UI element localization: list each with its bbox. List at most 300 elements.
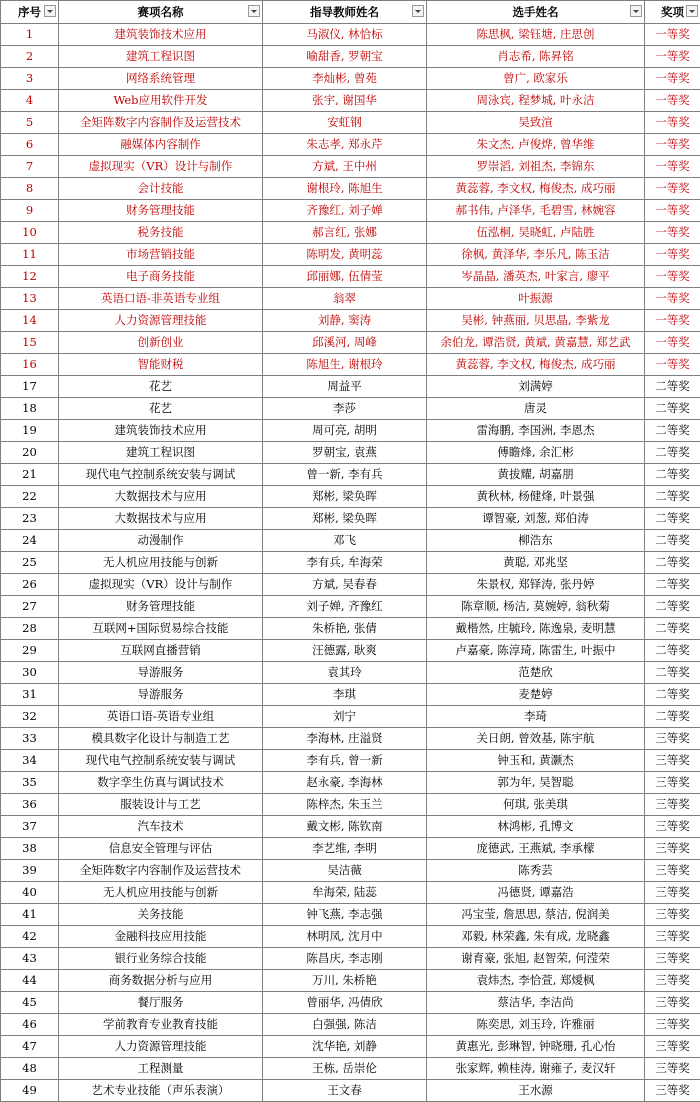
cell-event: 创新创业 bbox=[59, 332, 263, 354]
cell-teacher: 白强强, 陈洁 bbox=[263, 1014, 427, 1036]
table-row bbox=[1, 398, 700, 420]
cell-award: 一等奖 bbox=[645, 288, 700, 310]
table-row bbox=[1, 46, 700, 68]
cell-teacher: 李有兵, 曾一新 bbox=[263, 750, 427, 772]
cell-teacher: 马淑仪, 林恰标 bbox=[263, 24, 427, 46]
cell-award: 二等奖 bbox=[645, 420, 700, 442]
cell-event: 数字孪生仿真与调试技术 bbox=[59, 772, 263, 794]
cell-students: 黄秋林, 杨健烽, 叶景强 bbox=[427, 486, 645, 508]
cell-index: 16 bbox=[1, 354, 59, 376]
cell-teacher: 王栋, 岳崇伦 bbox=[263, 1058, 427, 1080]
cell-teacher: 邱溪河, 周峰 bbox=[263, 332, 427, 354]
cell-index: 18 bbox=[1, 398, 59, 420]
cell-students: 黄聪, 邓兆坚 bbox=[427, 552, 645, 574]
cell-index: 43 bbox=[1, 948, 59, 970]
header-event-label: 赛项名称 bbox=[138, 2, 184, 23]
cell-students: 张家辉, 赖桂涛, 谢雍子, 麦汉轩 bbox=[427, 1058, 645, 1080]
cell-event: 商务数据分析与应用 bbox=[59, 970, 263, 992]
cell-award: 一等奖 bbox=[645, 266, 700, 288]
cell-award: 三等奖 bbox=[645, 904, 700, 926]
cell-index: 22 bbox=[1, 486, 59, 508]
cell-students: 雷海鹏, 李国洲, 李恩杰 bbox=[427, 420, 645, 442]
cell-index: 42 bbox=[1, 926, 59, 948]
cell-students: 陈章顺, 杨洁, 莫婉婷, 翁秋菊 bbox=[427, 596, 645, 618]
cell-award: 二等奖 bbox=[645, 376, 700, 398]
table-row bbox=[1, 882, 700, 904]
table-row bbox=[1, 200, 700, 222]
cell-index: 26 bbox=[1, 574, 59, 596]
cell-award: 一等奖 bbox=[645, 200, 700, 222]
cell-students: 余伯龙, 谭浩贤, 黄斌, 黄嘉慧, 郑艺武 bbox=[427, 332, 645, 354]
cell-award: 三等奖 bbox=[645, 992, 700, 1014]
table-row bbox=[1, 310, 700, 332]
cell-teacher: 曾丽华, 冯倩欣 bbox=[263, 992, 427, 1014]
cell-index: 10 bbox=[1, 222, 59, 244]
table-row bbox=[1, 244, 700, 266]
cell-students: 郭为年, 吴智聪 bbox=[427, 772, 645, 794]
cell-event: 模具数字化设计与制造工艺 bbox=[59, 728, 263, 750]
cell-students: 麦楚婷 bbox=[427, 684, 645, 706]
cell-event: 建筑装饰技术应用 bbox=[59, 420, 263, 442]
cell-index: 39 bbox=[1, 860, 59, 882]
cell-event: 大数据技术与应用 bbox=[59, 486, 263, 508]
cell-award: 二等奖 bbox=[645, 596, 700, 618]
cell-teacher: 郑彬, 梁奂晖 bbox=[263, 486, 427, 508]
table-row bbox=[1, 618, 700, 640]
cell-students: 徐枫, 黄泽华, 李乐凡, 陈玉洁 bbox=[427, 244, 645, 266]
cell-teacher: 林明凤, 沈月中 bbox=[263, 926, 427, 948]
cell-event: 导游服务 bbox=[59, 684, 263, 706]
cell-award: 一等奖 bbox=[645, 134, 700, 156]
table-row bbox=[1, 794, 700, 816]
header-index bbox=[1, 1, 59, 24]
cell-event: 互联网+国际贸易综合技能 bbox=[59, 618, 263, 640]
header-award-label: 奖项 bbox=[661, 2, 684, 23]
cell-students: 何琪, 张美琪 bbox=[427, 794, 645, 816]
cell-students: 戴楷然, 庄毓玲, 陈逸泉, 麦明慧 bbox=[427, 618, 645, 640]
cell-teacher: 李艺维, 李明 bbox=[263, 838, 427, 860]
cell-award: 三等奖 bbox=[645, 794, 700, 816]
cell-students: 吴彬, 钟燕丽, 贝思晶, 李紫龙 bbox=[427, 310, 645, 332]
cell-index: 31 bbox=[1, 684, 59, 706]
cell-students: 罗崇滔, 刘祖杰, 李锦东 bbox=[427, 156, 645, 178]
cell-award: 三等奖 bbox=[645, 838, 700, 860]
filter-dropdown-icon[interactable] bbox=[44, 5, 56, 17]
cell-index: 17 bbox=[1, 376, 59, 398]
header-students-label: 选手姓名 bbox=[513, 2, 559, 23]
cell-index: 3 bbox=[1, 68, 59, 90]
table-row bbox=[1, 288, 700, 310]
cell-event: 税务技能 bbox=[59, 222, 263, 244]
cell-teacher: 郑彬, 梁奂晖 bbox=[263, 508, 427, 530]
cell-index: 25 bbox=[1, 552, 59, 574]
cell-award: 二等奖 bbox=[645, 398, 700, 420]
cell-index: 12 bbox=[1, 266, 59, 288]
cell-students: 周泳宾, 程梦城, 叶永洁 bbox=[427, 90, 645, 112]
cell-event: 网络系统管理 bbox=[59, 68, 263, 90]
cell-award: 三等奖 bbox=[645, 860, 700, 882]
filter-dropdown-icon[interactable] bbox=[686, 5, 698, 17]
table-row bbox=[1, 860, 700, 882]
cell-teacher: 谢根玲, 陈旭生 bbox=[263, 178, 427, 200]
table-row bbox=[1, 90, 700, 112]
cell-event: 建筑工程识图 bbox=[59, 46, 263, 68]
cell-index: 37 bbox=[1, 816, 59, 838]
cell-event: 全矩阵数字内容制作及运营技术 bbox=[59, 112, 263, 134]
table-row bbox=[1, 1058, 700, 1080]
cell-event: 银行业务综合技能 bbox=[59, 948, 263, 970]
cell-teacher: 方斌, 王中州 bbox=[263, 156, 427, 178]
cell-index: 2 bbox=[1, 46, 59, 68]
cell-students: 关日朗, 曾效基, 陈宇航 bbox=[427, 728, 645, 750]
cell-index: 13 bbox=[1, 288, 59, 310]
filter-dropdown-icon[interactable] bbox=[248, 5, 260, 17]
cell-students: 谢育豪, 张旭, 赵智荣, 何滢荣 bbox=[427, 948, 645, 970]
cell-index: 15 bbox=[1, 332, 59, 354]
cell-index: 32 bbox=[1, 706, 59, 728]
cell-index: 46 bbox=[1, 1014, 59, 1036]
cell-award: 一等奖 bbox=[645, 112, 700, 134]
cell-award: 一等奖 bbox=[645, 46, 700, 68]
cell-students: 郝书伟, 卢泽华, 毛碧雪, 林婉容 bbox=[427, 200, 645, 222]
cell-students: 曾广, 欧家乐 bbox=[427, 68, 645, 90]
table-row bbox=[1, 420, 700, 442]
cell-index: 35 bbox=[1, 772, 59, 794]
cell-event: 财务管理技能 bbox=[59, 200, 263, 222]
cell-event: 导游服务 bbox=[59, 662, 263, 684]
cell-index: 34 bbox=[1, 750, 59, 772]
cell-students: 钟玉和, 黄灏杰 bbox=[427, 750, 645, 772]
table-row bbox=[1, 178, 700, 200]
cell-index: 19 bbox=[1, 420, 59, 442]
cell-event: 服装设计与工艺 bbox=[59, 794, 263, 816]
cell-event: 无人机应用技能与创新 bbox=[59, 882, 263, 904]
cell-event: 动漫制作 bbox=[59, 530, 263, 552]
cell-students: 蔡洁华, 李洁尚 bbox=[427, 992, 645, 1014]
table-row bbox=[1, 442, 700, 464]
cell-event: 无人机应用技能与创新 bbox=[59, 552, 263, 574]
cell-award: 二等奖 bbox=[645, 618, 700, 640]
cell-teacher: 陈旭生, 谢根玲 bbox=[263, 354, 427, 376]
cell-students: 黄蕊蓉, 李文权, 梅俊杰, 成巧丽 bbox=[427, 354, 645, 376]
cell-index: 28 bbox=[1, 618, 59, 640]
cell-students: 朱文杰, 卢俊烨, 曾华维 bbox=[427, 134, 645, 156]
header-index-label: 序号 bbox=[18, 2, 41, 23]
cell-event: 虚拟现实（VR）设计与制作 bbox=[59, 156, 263, 178]
cell-teacher: 陈昌庆, 李志刚 bbox=[263, 948, 427, 970]
table-row bbox=[1, 1036, 700, 1058]
cell-teacher: 李琪 bbox=[263, 684, 427, 706]
cell-teacher: 罗朝宝, 袁燕 bbox=[263, 442, 427, 464]
cell-index: 36 bbox=[1, 794, 59, 816]
cell-teacher: 齐豫红, 刘子婵 bbox=[263, 200, 427, 222]
cell-event: 大数据技术与应用 bbox=[59, 508, 263, 530]
cell-index: 7 bbox=[1, 156, 59, 178]
table-row bbox=[1, 552, 700, 574]
cell-award: 一等奖 bbox=[645, 156, 700, 178]
table-row bbox=[1, 332, 700, 354]
cell-event: 学前教育专业教育技能 bbox=[59, 1014, 263, 1036]
cell-students: 叶振源 bbox=[427, 288, 645, 310]
cell-event: 英语口语-非英语专业组 bbox=[59, 288, 263, 310]
cell-index: 5 bbox=[1, 112, 59, 134]
table-row bbox=[1, 1080, 700, 1102]
cell-students: 范楚欣 bbox=[427, 662, 645, 684]
cell-teacher: 邱丽娜, 伍倩莹 bbox=[263, 266, 427, 288]
table-row bbox=[1, 508, 700, 530]
cell-event: Web应用软件开发 bbox=[59, 90, 263, 112]
cell-teacher: 吴洁薇 bbox=[263, 860, 427, 882]
cell-students: 傅瞻烽, 余汇彬 bbox=[427, 442, 645, 464]
cell-teacher: 郝言红, 张娜 bbox=[263, 222, 427, 244]
cell-award: 二等奖 bbox=[645, 486, 700, 508]
cell-event: 关务技能 bbox=[59, 904, 263, 926]
cell-award: 一等奖 bbox=[645, 310, 700, 332]
cell-students: 庞德武, 王燕斌, 李承檬 bbox=[427, 838, 645, 860]
cell-students: 陈思枫, 梁钰塘, 庄思创 bbox=[427, 24, 645, 46]
cell-students: 袁炜杰, 李恰萱, 郑燰枫 bbox=[427, 970, 645, 992]
cell-teacher: 张宇, 谢国华 bbox=[263, 90, 427, 112]
table-row bbox=[1, 992, 700, 1014]
filter-dropdown-icon[interactable] bbox=[412, 5, 424, 17]
filter-dropdown-icon[interactable] bbox=[630, 5, 642, 17]
cell-award: 二等奖 bbox=[645, 684, 700, 706]
table-row bbox=[1, 156, 700, 178]
cell-students: 朱景权, 郑铎涛, 张丹婷 bbox=[427, 574, 645, 596]
cell-event: 汽车技术 bbox=[59, 816, 263, 838]
table-row bbox=[1, 750, 700, 772]
cell-teacher: 周益平 bbox=[263, 376, 427, 398]
cell-event: 餐厅服务 bbox=[59, 992, 263, 1014]
cell-award: 三等奖 bbox=[645, 882, 700, 904]
cell-award: 一等奖 bbox=[645, 68, 700, 90]
table-row bbox=[1, 706, 700, 728]
cell-event: 财务管理技能 bbox=[59, 596, 263, 618]
cell-index: 23 bbox=[1, 508, 59, 530]
table-row bbox=[1, 112, 700, 134]
table-row bbox=[1, 772, 700, 794]
table-row bbox=[1, 640, 700, 662]
cell-teacher: 沈华艳, 刘静 bbox=[263, 1036, 427, 1058]
cell-award: 三等奖 bbox=[645, 1080, 700, 1102]
cell-award: 三等奖 bbox=[645, 772, 700, 794]
cell-teacher: 戴文彬, 陈钦南 bbox=[263, 816, 427, 838]
cell-event: 会计技能 bbox=[59, 178, 263, 200]
cell-teacher: 喻甜香, 罗朝宝 bbox=[263, 46, 427, 68]
cell-teacher: 安虹钢 bbox=[263, 112, 427, 134]
table-row bbox=[1, 816, 700, 838]
cell-students: 岑晶晶, 潘英杰, 叶家言, 廖平 bbox=[427, 266, 645, 288]
cell-students: 冯德贤, 谭嘉浩 bbox=[427, 882, 645, 904]
cell-event: 人力资源管理技能 bbox=[59, 1036, 263, 1058]
cell-award: 三等奖 bbox=[645, 816, 700, 838]
cell-event: 人力资源管理技能 bbox=[59, 310, 263, 332]
cell-students: 柳浩东 bbox=[427, 530, 645, 552]
cell-event: 电子商务技能 bbox=[59, 266, 263, 288]
cell-event: 互联网直播营销 bbox=[59, 640, 263, 662]
table-row bbox=[1, 24, 700, 46]
cell-index: 8 bbox=[1, 178, 59, 200]
cell-teacher: 万川, 朱桥艳 bbox=[263, 970, 427, 992]
cell-students: 卢嘉豪, 陈淳琦, 陈雷生, 叶振中 bbox=[427, 640, 645, 662]
cell-index: 47 bbox=[1, 1036, 59, 1058]
cell-award: 二等奖 bbox=[645, 706, 700, 728]
cell-event: 金融科技应用技能 bbox=[59, 926, 263, 948]
cell-index: 29 bbox=[1, 640, 59, 662]
cell-award: 三等奖 bbox=[645, 750, 700, 772]
cell-award: 三等奖 bbox=[645, 948, 700, 970]
cell-teacher: 李灿彬, 曾苑 bbox=[263, 68, 427, 90]
cell-event: 建筑装饰技术应用 bbox=[59, 24, 263, 46]
cell-teacher: 刘静, 窦涛 bbox=[263, 310, 427, 332]
cell-award: 一等奖 bbox=[645, 24, 700, 46]
header-event bbox=[59, 1, 263, 24]
cell-award: 三等奖 bbox=[645, 926, 700, 948]
cell-index: 41 bbox=[1, 904, 59, 926]
cell-index: 30 bbox=[1, 662, 59, 684]
cell-teacher: 陈梓杰, 朱玉兰 bbox=[263, 794, 427, 816]
cell-students: 吴致渲 bbox=[427, 112, 645, 134]
cell-students: 黄惠光, 彭琳智, 钟晓珊, 孔心怡 bbox=[427, 1036, 645, 1058]
cell-students: 林鸿彬, 孔博文 bbox=[427, 816, 645, 838]
cell-students: 陈秀芸 bbox=[427, 860, 645, 882]
cell-award: 一等奖 bbox=[645, 178, 700, 200]
cell-event: 信息安全管理与评估 bbox=[59, 838, 263, 860]
cell-students: 王水源 bbox=[427, 1080, 645, 1102]
cell-award: 一等奖 bbox=[645, 244, 700, 266]
cell-index: 27 bbox=[1, 596, 59, 618]
cell-teacher: 李海林, 庄溢贤 bbox=[263, 728, 427, 750]
cell-teacher: 袁其玲 bbox=[263, 662, 427, 684]
cell-award: 二等奖 bbox=[645, 530, 700, 552]
cell-index: 44 bbox=[1, 970, 59, 992]
cell-award: 一等奖 bbox=[645, 354, 700, 376]
cell-index: 14 bbox=[1, 310, 59, 332]
cell-award: 三等奖 bbox=[645, 1058, 700, 1080]
table-row bbox=[1, 574, 700, 596]
table-row bbox=[1, 134, 700, 156]
table-row bbox=[1, 354, 700, 376]
cell-index: 24 bbox=[1, 530, 59, 552]
cell-index: 48 bbox=[1, 1058, 59, 1080]
table-row bbox=[1, 376, 700, 398]
header-teacher-label: 指导教师姓名 bbox=[310, 2, 379, 23]
cell-students: 黄拔耀, 胡嘉朋 bbox=[427, 464, 645, 486]
cell-event: 现代电气控制系统安装与调试 bbox=[59, 464, 263, 486]
cell-teacher: 李莎 bbox=[263, 398, 427, 420]
cell-award: 二等奖 bbox=[645, 552, 700, 574]
table-row bbox=[1, 464, 700, 486]
cell-award: 三等奖 bbox=[645, 1036, 700, 1058]
cell-teacher: 周可亮, 胡明 bbox=[263, 420, 427, 442]
cell-event: 融媒体内容制作 bbox=[59, 134, 263, 156]
cell-event: 艺术专业技能（声乐表演） bbox=[59, 1080, 263, 1102]
cell-award: 三等奖 bbox=[645, 728, 700, 750]
cell-index: 11 bbox=[1, 244, 59, 266]
cell-index: 38 bbox=[1, 838, 59, 860]
cell-award: 一等奖 bbox=[645, 332, 700, 354]
cell-teacher: 钟飞燕, 李志强 bbox=[263, 904, 427, 926]
cell-award: 二等奖 bbox=[645, 662, 700, 684]
cell-students: 肖志希, 陈昇铭 bbox=[427, 46, 645, 68]
cell-students: 刘满婷 bbox=[427, 376, 645, 398]
table-row bbox=[1, 926, 700, 948]
cell-event: 现代电气控制系统安装与调试 bbox=[59, 750, 263, 772]
cell-award: 二等奖 bbox=[645, 640, 700, 662]
cell-event: 花艺 bbox=[59, 376, 263, 398]
cell-event: 智能财税 bbox=[59, 354, 263, 376]
cell-award: 二等奖 bbox=[645, 508, 700, 530]
cell-event: 花艺 bbox=[59, 398, 263, 420]
cell-students: 陈奕思, 刘玉玲, 许雅丽 bbox=[427, 1014, 645, 1036]
table-row bbox=[1, 948, 700, 970]
cell-teacher: 邓飞 bbox=[263, 530, 427, 552]
cell-teacher: 王文春 bbox=[263, 1080, 427, 1102]
cell-event: 英语口语-英语专业组 bbox=[59, 706, 263, 728]
table-row bbox=[1, 596, 700, 618]
cell-students: 李琦 bbox=[427, 706, 645, 728]
table-row bbox=[1, 684, 700, 706]
cell-students: 谭智豪, 刘葱, 郑伯涛 bbox=[427, 508, 645, 530]
header-award bbox=[645, 1, 700, 24]
cell-teacher: 方斌, 吴春春 bbox=[263, 574, 427, 596]
cell-award: 一等奖 bbox=[645, 222, 700, 244]
cell-index: 33 bbox=[1, 728, 59, 750]
cell-award: 一等奖 bbox=[645, 90, 700, 112]
cell-index: 45 bbox=[1, 992, 59, 1014]
cell-event: 工程测量 bbox=[59, 1058, 263, 1080]
cell-students: 唐灵 bbox=[427, 398, 645, 420]
cell-index: 9 bbox=[1, 200, 59, 222]
header-teacher bbox=[263, 1, 427, 24]
table-row bbox=[1, 68, 700, 90]
cell-teacher: 陈明发, 黄明蕊 bbox=[263, 244, 427, 266]
cell-teacher: 朱桥艳, 张倩 bbox=[263, 618, 427, 640]
cell-event: 建筑工程识图 bbox=[59, 442, 263, 464]
cell-teacher: 刘宁 bbox=[263, 706, 427, 728]
cell-index: 6 bbox=[1, 134, 59, 156]
cell-award: 三等奖 bbox=[645, 970, 700, 992]
table-row bbox=[1, 266, 700, 288]
cell-event: 虚拟现实（VR）设计与制作 bbox=[59, 574, 263, 596]
header-students bbox=[427, 1, 645, 24]
cell-students: 黄蕊蓉, 李文权, 梅俊杰, 成巧丽 bbox=[427, 178, 645, 200]
table-row bbox=[1, 486, 700, 508]
cell-award: 二等奖 bbox=[645, 464, 700, 486]
table-row bbox=[1, 222, 700, 244]
cell-students: 伍泓桐, 吴晓虹, 卢陆胜 bbox=[427, 222, 645, 244]
table-row bbox=[1, 662, 700, 684]
cell-index: 20 bbox=[1, 442, 59, 464]
table-row bbox=[1, 1014, 700, 1036]
cell-teacher: 朱志孝, 郑永芹 bbox=[263, 134, 427, 156]
cell-teacher: 翁翠 bbox=[263, 288, 427, 310]
table-row bbox=[1, 904, 700, 926]
cell-event: 市场营销技能 bbox=[59, 244, 263, 266]
cell-students: 冯宝莹, 詹思思, 蔡洁, 倪润美 bbox=[427, 904, 645, 926]
cell-index: 49 bbox=[1, 1080, 59, 1102]
cell-teacher: 汪德露, 耿爽 bbox=[263, 640, 427, 662]
cell-index: 21 bbox=[1, 464, 59, 486]
cell-students: 邓毅, 林荣鑫, 朱有成, 龙晓鑫 bbox=[427, 926, 645, 948]
table-row bbox=[1, 530, 700, 552]
cell-award: 三等奖 bbox=[645, 1014, 700, 1036]
header-row bbox=[1, 1, 700, 24]
cell-award: 二等奖 bbox=[645, 442, 700, 464]
cell-event: 全矩阵数字内容制作及运营技术 bbox=[59, 860, 263, 882]
table-row bbox=[1, 838, 700, 860]
cell-teacher: 刘子婵, 齐豫红 bbox=[263, 596, 427, 618]
